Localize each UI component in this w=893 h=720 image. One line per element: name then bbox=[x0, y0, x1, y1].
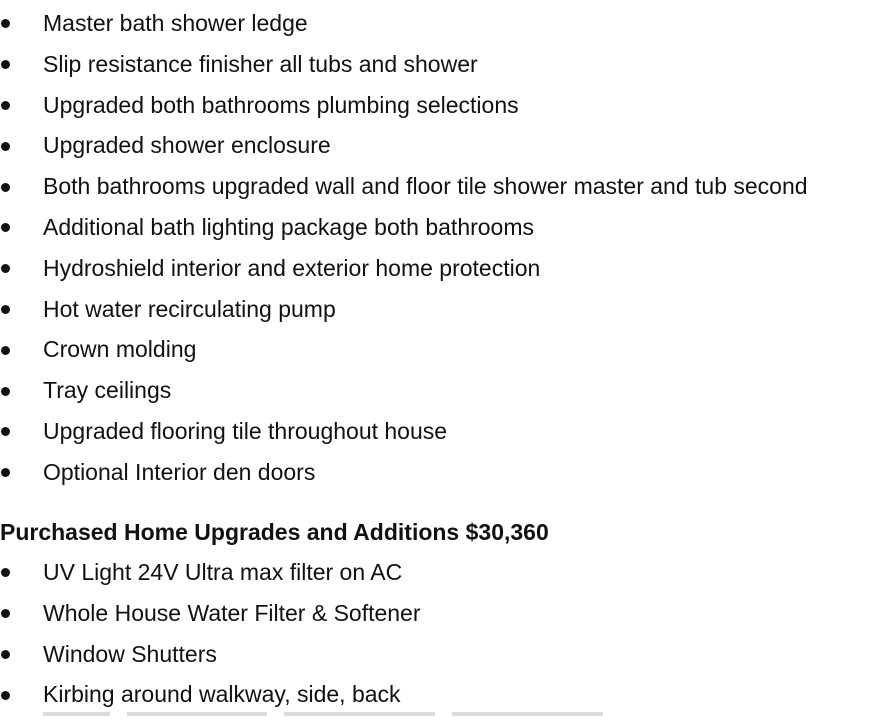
list-item-text: Both bathrooms upgraded wall and floor tile shower master and tub second bbox=[43, 173, 808, 200]
bullet-icon bbox=[1, 468, 10, 477]
bullet-icon bbox=[1, 101, 10, 110]
bullet-icon bbox=[1, 691, 10, 700]
bullet-icon bbox=[1, 183, 10, 192]
list-item bbox=[0, 166, 893, 207]
upgrades-bullet-list bbox=[0, 3, 893, 493]
list-item-text: Hydroshield interior and exterior home protection bbox=[43, 254, 541, 281]
list-item bbox=[0, 674, 893, 715]
list-item-text: Hot water recirculating pump bbox=[43, 295, 336, 322]
list-item bbox=[0, 411, 893, 452]
purchased-upgrades-list bbox=[0, 552, 893, 715]
bullet-icon bbox=[1, 264, 10, 273]
bullet-icon bbox=[1, 387, 10, 396]
bullet-icon bbox=[1, 427, 10, 436]
list-item-text: Kirbing around walkway, side, back bbox=[43, 681, 401, 708]
list-item-text: Upgraded both bathrooms plumbing selections bbox=[43, 91, 519, 118]
bullet-icon bbox=[1, 568, 10, 577]
list-item bbox=[0, 85, 893, 126]
list-item-text: Tray ceilings bbox=[43, 377, 172, 404]
list-item-text: UV Light 24V Ultra max filter on AC bbox=[43, 559, 403, 585]
list-item-text: Additional bath lighting package both bathrooms bbox=[43, 213, 535, 240]
list-item bbox=[0, 452, 893, 493]
list-item-text: Crown molding bbox=[43, 336, 197, 363]
bullet-icon bbox=[1, 19, 10, 28]
list-item bbox=[0, 370, 893, 411]
bullet-icon bbox=[1, 609, 10, 618]
list-item-text: Master bath shower ledge bbox=[43, 10, 308, 36]
list-item-text: Upgraded shower enclosure bbox=[43, 132, 331, 159]
cropped-text-line bbox=[43, 712, 603, 720]
list-item bbox=[0, 593, 893, 634]
bullet-icon bbox=[1, 650, 10, 659]
list-item-text: Slip resistance finisher all tubs and shower bbox=[43, 50, 478, 77]
bullet-icon bbox=[1, 142, 10, 151]
bullet-icon bbox=[1, 223, 10, 232]
list-item bbox=[0, 329, 893, 370]
list-item-text: Upgraded flooring tile throughout house bbox=[43, 417, 448, 444]
bullet-icon bbox=[1, 346, 10, 355]
section-heading: Purchased Home Upgrades and Additions $30,360 bbox=[0, 519, 549, 545]
list-item bbox=[0, 125, 893, 166]
list-item bbox=[0, 207, 893, 248]
list-item bbox=[0, 248, 893, 289]
list-item bbox=[0, 44, 893, 85]
list-item-text: Window Shutters bbox=[43, 640, 217, 667]
list-item-text: Whole House Water Filter & Softener bbox=[43, 599, 421, 626]
list-item-text: Optional Interior den doors bbox=[43, 458, 316, 485]
list-item bbox=[0, 634, 893, 675]
bullet-icon bbox=[1, 305, 10, 314]
bullet-icon bbox=[1, 60, 10, 69]
list-item bbox=[0, 3, 893, 44]
list-item bbox=[0, 289, 893, 330]
list-item bbox=[0, 552, 893, 593]
